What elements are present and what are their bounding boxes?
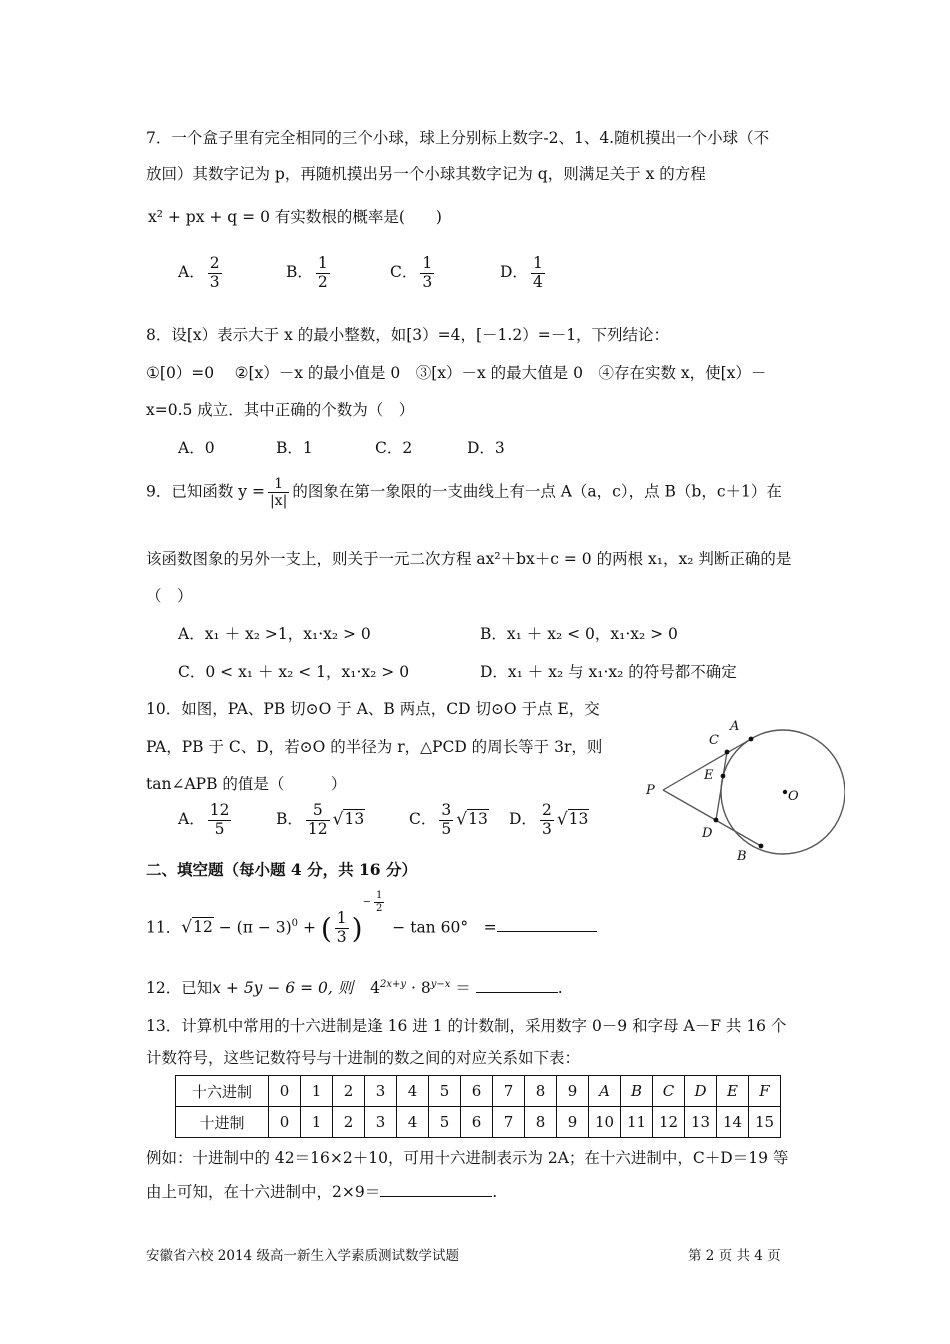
q10-options [178,802,589,839]
q10-option-c [409,802,509,839]
option-label: B． [286,263,313,282]
option-label: D． [500,263,528,282]
label-o: O [788,789,799,804]
fraction [208,255,222,292]
q7-line3 [148,205,442,227]
table-row-hex [176,1076,781,1107]
table-cell: 3 [365,1107,397,1138]
q10-option-b [276,802,409,839]
q11-plus: + [298,918,321,937]
table-cell: 4 [397,1107,429,1138]
table-cell: 9 [557,1076,589,1107]
table-cell: 0 [269,1107,301,1138]
fraction [316,255,330,292]
answer-blank[interactable] [476,992,558,993]
table-cell: F [749,1076,781,1107]
q8-options [178,436,505,458]
q7-option-c [390,255,500,292]
footer-page-number: 第 2 页 共 4 页 [688,1248,781,1264]
option-label: B． [276,810,303,829]
numerator: 3 [441,801,452,819]
paren-close: ) [351,911,363,945]
q12-line [146,976,563,998]
denominator: 2 [317,272,328,291]
option-label: D． [509,810,537,829]
label-c: C [709,733,719,748]
table-cell: 6 [461,1107,493,1138]
sqrt-sign: √ [456,809,468,830]
table-cell: E [717,1076,749,1107]
fraction [208,802,232,839]
q13-line2: 计数符号，这些记数符号与十进制的数之间的对应关系如下表： [146,1049,581,1067]
denominator: 5 [441,819,452,838]
exponent-fraction: − $\frac{1}{2}$ [362,890,383,914]
point-e [721,774,726,779]
label-b: B [737,849,747,864]
numerator: 1 [336,909,347,927]
table-cell: D [685,1076,717,1107]
denominator: |x| [269,493,288,510]
denominator: 5 [208,820,232,839]
numerator: 2 [541,801,552,819]
table-cell: 3 [365,1076,397,1107]
radicand: 13 [344,810,365,829]
option-label: C． [409,810,437,829]
fraction [540,802,554,839]
denominator: 3 [336,927,347,946]
denominator: 3 [209,272,220,291]
exponent: 2x+y [380,978,407,990]
table-cell: A [589,1076,621,1107]
q9-line1-tail: 的图象在第一象限的一支曲线上有一点 A（a，c），点 B（b，c＋1）在 [292,482,782,501]
sqrt-sign: √ [181,917,193,938]
q9-option-a: A．x₁ ＋ x₂ >1，x₁·x₂ > 0 [178,625,371,643]
radicand: 12 [193,918,213,937]
q11-tail: − tan 60° = [387,918,497,937]
numerator: 5 [312,801,323,819]
numerator: 1 [317,254,328,272]
q12-tail: ＝ [450,979,471,997]
option-label: C． [390,263,418,282]
exponent: y−x [430,978,451,990]
denominator: 3 [422,272,433,291]
q9-line1 [146,476,782,509]
table-cell: 0 [269,1076,301,1107]
q7-options [178,255,548,292]
option-label: A． [178,810,205,829]
table-cell: 2 [333,1076,365,1107]
option-label: A． [178,263,205,282]
label-d: D [702,826,713,841]
numerator: 1 [274,476,284,492]
point-a [749,737,754,742]
q13-line4-end: . [492,1183,498,1201]
sqrt-sign: √ [332,809,344,830]
q9-option-c: C．0 < x₁ ＋ x₂ < 1，x₁·x₂ > 0 [178,663,410,681]
q10-line2: PA，PB 于 C、D，若⊙O 的半径为 r，△PCD 的周长等于 3r，则 [146,738,603,756]
table-cell: 5 [429,1107,461,1138]
denominator: 3 [541,819,552,838]
fraction [335,910,349,947]
denominator: 12 [307,819,328,838]
q7-line1: 7．一个盒子里有完全相同的三个小球，球上分别标上数字-2、1、4.随机摸出一个小球（不 [146,129,770,147]
q8-line2: ①[0）=0 ②[x）－x 的最小值是 0 ③[x）－x 的最大值是 0 ④存在实数 x，使[x）－ [146,364,767,382]
point-b [759,844,764,849]
q12-condition: x + 5y − 6 = 0, 则 [212,979,354,997]
q13-line1: 13．计算机中常用的十六进制是逢 16 进 1 的计数制，采用数字 0－9 和字母 A－F 共 16 个 [146,1017,787,1035]
table-cell: 14 [717,1107,749,1138]
q7-option-b [286,255,390,292]
q8-option-d: D．3 [467,439,505,457]
numerator: 2 [209,254,220,272]
q10-line1: 10．如图，PA、PB 切⊙O 于 A、B 两点，CD 切⊙O 于点 E，交 [146,700,600,718]
label-a: A [730,719,740,734]
q8-option-a: A．0 [178,439,215,457]
q12-base: 4 [370,979,381,997]
fraction [306,802,330,839]
label-e: E [704,768,714,783]
answer-blank[interactable] [380,1196,492,1197]
fraction [531,255,545,292]
table-cell: 2 [333,1107,365,1138]
q13-line4-text: 由上可知，在十六进制中，2×9＝ [146,1183,381,1201]
q8-option-b: B．1 [276,439,313,457]
radicand: 13 [468,810,488,829]
table-cell: 11 [621,1107,653,1138]
row-header: 十进制 [176,1107,269,1138]
q7-option-a [178,255,286,292]
exponent: 0 [291,918,299,930]
q9-line3: （ ） [146,587,193,605]
table-cell: 1 [301,1076,333,1107]
table-cell: 10 [589,1107,621,1138]
q10-option-a [178,802,276,839]
table-cell: 1 [301,1107,333,1138]
paren-open: ( [320,911,332,945]
table-cell: 5 [429,1076,461,1107]
q9-option-b: B．x₁ ＋ x₂ < 0，x₁·x₂ > 0 [480,625,678,643]
q8-line1: 8．设[x）表示大于 x 的最小整数，如[3）=4，[－1.2）=－1，下列结论： [146,326,670,344]
tangent-circle-figure [630,710,845,870]
q7-option-d [500,255,548,292]
numerator: 1 [422,254,433,272]
point-o [783,790,787,794]
q12-end: . [557,979,563,997]
q13-line4 [146,1180,497,1202]
table-cell: 7 [493,1076,525,1107]
denominator: 2 [376,902,383,914]
q13-line3: 例如：十进制中的 42＝16×2＋10，可用十六进制表示为 2A；在十六进制中，C＋D＝19 等 [146,1149,789,1167]
numerator: 1 [376,890,383,901]
q12-mid: · 8 [406,979,431,997]
table-cell: B [621,1076,653,1107]
q10-option-d [509,802,589,839]
table-cell: 8 [525,1076,557,1107]
numerator: 12 [209,801,230,819]
hex-decimal-table [175,1075,781,1138]
table-cell: C [653,1076,685,1107]
fraction [420,255,434,292]
table-cell: 6 [461,1076,493,1107]
table-cell: 8 [525,1107,557,1138]
q8-line3: x=0.5 成立．其中正确的个数为（ ） [146,401,415,419]
point-c [725,750,730,755]
q8-option-c: C．2 [375,439,413,457]
sqrt-sign: √ [556,809,568,830]
denominator: 4 [532,272,543,291]
row-header: 十六进制 [176,1076,269,1107]
point-d [714,818,719,823]
table-cell: 4 [397,1076,429,1107]
tangent-cd [716,752,727,820]
q9-prefix: 9．已知函数 y = [146,482,265,501]
footer-left: 安徽省六校 2014 级高一新生入学素质测试数学试题 [146,1248,459,1264]
numerator: 1 [532,254,543,272]
table-cell: 9 [557,1107,589,1138]
table-cell: 12 [653,1107,685,1138]
q12-label: 12．已知 [146,979,213,997]
fraction [439,802,453,839]
answer-blank[interactable] [497,931,597,932]
label-p: P [646,783,655,798]
q7-line3-tail: 有实数根的概率是( ) [269,208,442,226]
table-cell: 7 [493,1107,525,1138]
q11-line [146,890,597,947]
q11-label: 11． [146,918,182,937]
q9-line2: 该函数图象的另外一支上，则关于一元二次方程 ax²＋bx＋c = 0 的两根 x₁，x₂ 判断正确的是 [146,550,792,568]
table-row-decimal [176,1107,781,1138]
q10-line3: tan∠APB 的值是（ ） [146,775,347,793]
q11-term: − (π − 3) [213,918,292,937]
table-cell: 13 [685,1107,717,1138]
section-2-heading: 二、填空题（每小题 4 分，共 16 分） [146,860,417,879]
q7-line2: 放回）其数字记为 p，再随机摸出另一个小球其数字记为 q，则满足关于 x 的方程 [146,165,706,183]
radicand: 13 [568,810,589,829]
table-cell: 15 [749,1107,781,1138]
q9-function-fraction [268,476,289,509]
q9-option-d: D．x₁ ＋ x₂ 与 x₁·x₂ 的符号都不确定 [480,663,737,681]
q7-equation: x² + px + q = 0 [148,208,270,226]
fraction [374,890,384,914]
